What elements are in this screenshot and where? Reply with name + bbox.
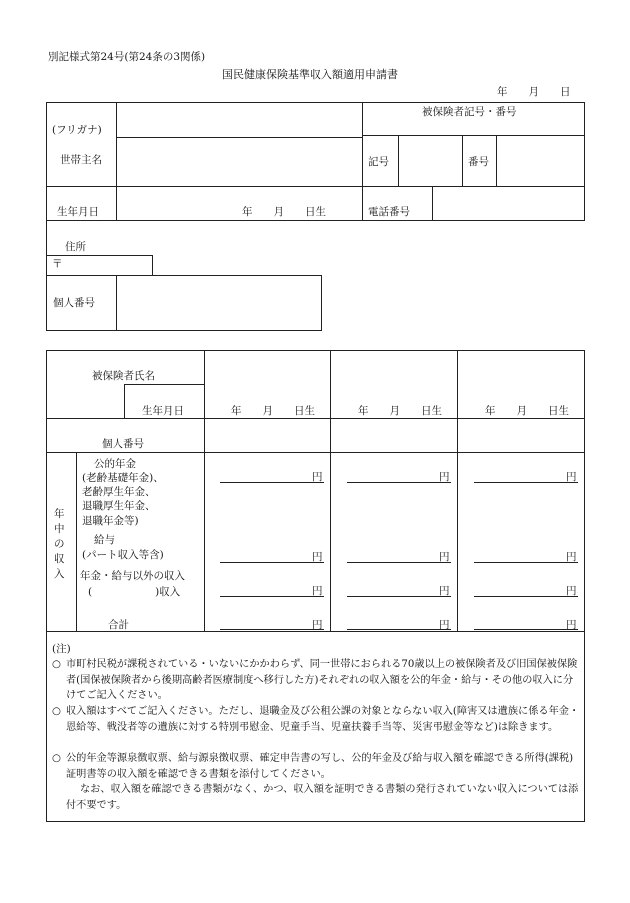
birthdate-col1[interactable]: 年 月 日生 (231, 405, 315, 417)
annual-income-char: 中 (54, 523, 65, 535)
yen-mark: 円 (312, 551, 323, 563)
yen-mark: 円 (566, 619, 577, 631)
form-title: 国民健康保険基準収入額適用申請書 (222, 68, 398, 81)
salary-sub: (パート収入等含) (82, 549, 164, 561)
annual-income-char: の (54, 538, 65, 550)
insured-name-label: 被保険者氏名 (92, 370, 155, 382)
notes-heading: (注) (52, 643, 71, 655)
yen-mark: 円 (566, 551, 577, 563)
birthdate-value[interactable]: 年 月 日生 (242, 206, 326, 218)
furigana-label: (フリガナ) (52, 124, 102, 136)
bullet-icon: ○ (52, 753, 61, 764)
yen-mark: 円 (566, 471, 577, 483)
yen-mark: 円 (439, 471, 450, 483)
salary-title: 給与 (94, 534, 115, 546)
bango-label: 番号 (468, 156, 489, 168)
yen-mark: 円 (312, 585, 323, 597)
pension-title: 公的年金 (94, 458, 136, 470)
annual-income-char: 入 (54, 568, 65, 580)
pension-item: (老齢基礎年金)、 (82, 472, 164, 484)
yen-mark: 円 (439, 551, 450, 563)
pension-item: 老齢厚生年金、 (82, 486, 156, 498)
pension-item: 退職厚生年金、 (82, 500, 156, 512)
address-label: 住所 (65, 241, 86, 253)
birthdate-col2[interactable]: 年 月 日生 (358, 405, 442, 417)
form-number: 別記様式第24号(第24条の3関係) (48, 51, 206, 63)
other-income-title: 年金・給与以外の収入 (80, 570, 185, 582)
pension-item: 退職年金等) (82, 515, 139, 527)
personal-number-label-2: 個人番号 (102, 438, 144, 450)
note-item: ○ 収入額はすべてご記入ください。ただし、退職金及び公租公課の対象とならない収入(障害又は遺族に係る年金・恩給等、戦没者等の遺族に対する特別弔慰金、児童手当、児童扶養手当等、災害弔慰金等など)は除きます。 (52, 706, 580, 733)
annual-income-char: 収 (54, 553, 65, 565)
note-final: なお、収入額を確認できる書類がなく、かつ、収入額を証明できる書類の発行されていない収入については添付不要です。 (66, 784, 579, 811)
other-income-sub: ( )収入 (88, 586, 181, 598)
phone-label: 電話番号 (368, 206, 410, 218)
yen-mark: 円 (566, 585, 577, 597)
total-label: 合計 (108, 619, 129, 631)
birthdate-label-2: 生年月日 (142, 405, 184, 417)
personal-number-label: 個人番号 (53, 297, 95, 309)
bullet-icon: ○ (52, 659, 61, 670)
annual-income-char: 年 (54, 508, 65, 520)
note-item: ○ 市町村民税が課税されている・いないにかかわらず、同一世帯におられる70歳以上の被保険者及び旧国保被保険者(国保被保険者から後期高齢者医療制度へ移行した方)それぞれの収入額を公的年金・給与・その他の収入に分けてご記入ください。 (52, 659, 578, 701)
insured-number-label: 被保険者記号・番号 (422, 106, 517, 118)
yen-mark: 円 (439, 619, 450, 631)
yen-mark: 円 (439, 585, 450, 597)
postal-mark: 〒 (52, 258, 63, 270)
birthdate-label: 生年月日 (57, 206, 99, 218)
note-item: ○ 公的年金等源泉徴収票、給与源泉徴収票、確定申告書の写し、公的年金及び給与収入額を確認できる所得(課税)証明書等の収入額を確認できる書類を添付してください。 (52, 753, 574, 780)
yen-mark: 円 (312, 619, 323, 631)
birthdate-col3[interactable]: 年 月 日生 (485, 405, 569, 417)
yen-mark: 円 (312, 471, 323, 483)
date-field[interactable]: 年 月 日 (497, 86, 571, 98)
householder-label: 世帯主名 (60, 154, 102, 166)
kigo-label: 記号 (368, 156, 389, 168)
bullet-icon: ○ (52, 706, 61, 717)
